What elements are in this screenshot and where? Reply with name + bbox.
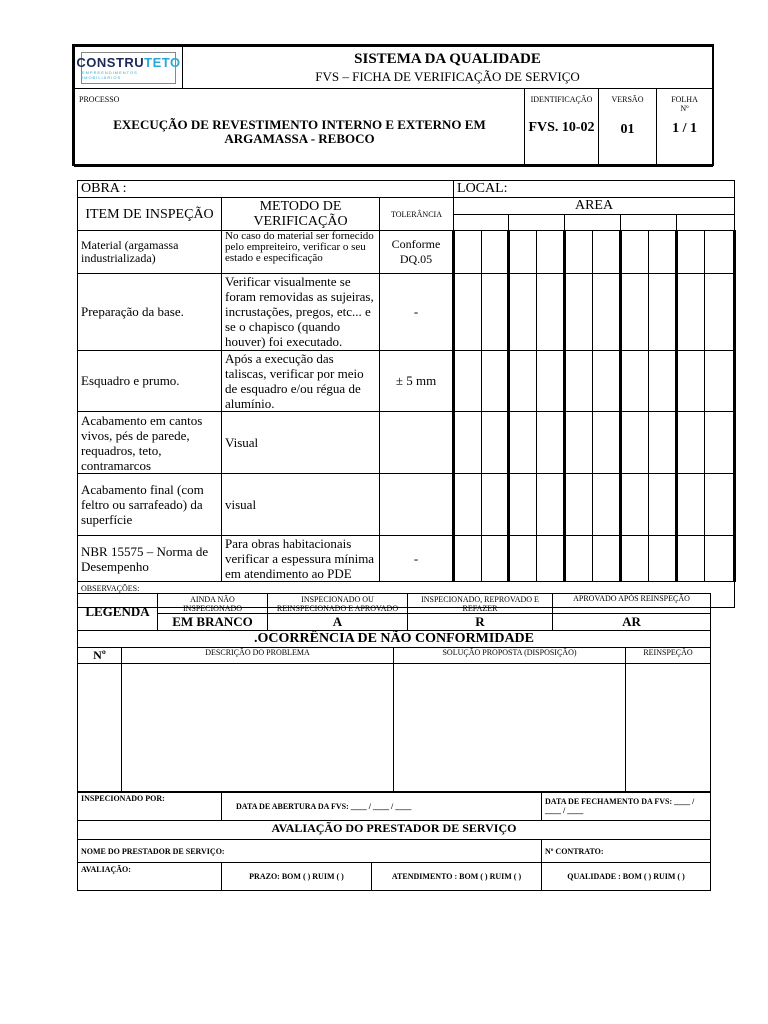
identificacao-value: FVS. 10-02 <box>528 120 595 135</box>
table-row: Esquadro e prumo. Após a execução das taliscas, verificar por meio de esquadro e/ou régua de alumínio. ± 5 mm <box>78 351 735 412</box>
nc-n-cell[interactable] <box>78 664 122 793</box>
observacoes-field[interactable]: OBSERVAÇÕES: <box>78 582 735 608</box>
nc-title: .OCORRÊNCIA DE NÃO CONFORMIDADE <box>78 631 711 648</box>
versao-value: 01 <box>620 122 635 137</box>
obra-field[interactable]: OBRA : <box>78 181 454 198</box>
nc-col-reinsp: REINSPEÇÃO <box>626 648 711 664</box>
col-area-header: AREA <box>454 198 735 215</box>
legend-code: AR <box>553 614 711 631</box>
inspecionado-por[interactable]: INSPECIONADO POR: <box>78 792 222 821</box>
footer-table <box>77 791 711 891</box>
nome-prestador[interactable]: NOME DO PRESTADOR DE SERVIÇO: <box>78 840 542 863</box>
atendimento-rating[interactable]: ATENDIMENTO : BOM ( ) RUIM ( ) <box>372 863 542 891</box>
data-abertura[interactable]: DATA DE ABERTURA DA FVS: ____ / ____ / ____ <box>222 792 542 821</box>
qualidade-rating[interactable]: QUALIDADE : BOM ( ) RUIM ( ) <box>542 863 711 891</box>
versao-label: VERSÃO <box>611 95 644 104</box>
legend-label: LEGENDA <box>78 594 158 631</box>
col-item-header: ITEM DE INSPEÇÃO <box>78 198 222 231</box>
form-header: CONSTRUTETO EMPREENDIMENTOS IMOBILIÁRIOS SISTEMA DA QUALIDADE FVS – FICHA DE VERIFICAÇÃO DE SERVIÇO PROCESSO EXECUÇÃO DE REVESTIMENTO INTERNO E EXTERNO EM ARGAMASSA - REBOCO IDENTIFICAÇÃO FVS. 10-02 VERSÃO 01 FOLHA Nº 1 / 1 <box>72 44 714 166</box>
folha-label: FOLHA <box>671 95 698 104</box>
company-logo: CONSTRUTETO EMPREENDIMENTOS IMOBILIÁRIOS <box>81 52 176 84</box>
prazo-rating[interactable]: PRAZO: BOM ( ) RUIM ( ) <box>222 863 372 891</box>
process-title: EXECUÇÃO DE REVESTIMENTO INTERNO E EXTERNO EM ARGAMASSA - REBOCO <box>113 117 486 146</box>
col-metodo-header: METODO DE VERIFICAÇÃO <box>222 198 380 231</box>
table-row: Preparação da base. Verificar visualmente se foram removidas as sujeiras, incrustações, pregos, etc... e se o chapisco (quando houver) foi executado. - <box>78 274 735 351</box>
table-row: Acabamento final (com feltro ou sarrafeado) da superfície visual <box>78 474 735 536</box>
data-fechamento[interactable]: DATA DE FECHAMENTO DA FVS: ____ / ____ / ____ <box>542 792 711 821</box>
table-row: Acabamento em cantos vivos, pés de parede, requadros, teto, contramarcos Visual <box>78 412 735 474</box>
local-field[interactable]: LOCAL: <box>454 181 735 198</box>
nonconformity-table <box>77 630 711 793</box>
col-tolerancia-header: TOLERÂNCIA <box>380 198 454 231</box>
avaliacao-title: AVALIAÇÃO DO PRESTADOR DE SERVIÇO <box>78 821 711 840</box>
legend-code: EM BRANCO <box>158 614 268 631</box>
nc-sol-cell[interactable] <box>394 664 626 793</box>
legend-code: R <box>408 614 553 631</box>
inspection-table <box>77 180 736 608</box>
nc-col-desc: DESCRIÇÃO DO PROBLEMA <box>122 648 394 664</box>
legend-code: A <box>268 614 408 631</box>
table-row: NBR 15575 – Norma de Desempenho Para obras habitacionais verificar a espessura mínima em atendimento ao PDE - <box>78 536 735 582</box>
nc-desc-cell[interactable] <box>122 664 394 793</box>
table-row: Material (argamassa industrializada) No caso do material ser fornecido pelo empreiteiro, verificar o seu estado e especificação Conforme DQ.05 <box>78 231 735 274</box>
n-contrato[interactable]: Nº CONTRATO: <box>542 840 711 863</box>
system-title: SISTEMA DA QUALIDADE <box>354 50 541 67</box>
nc-col-sol: SOLUÇÃO PROPOSTA (DISPOSIÇÃO) <box>394 648 626 664</box>
identificacao-label: IDENTIFICAÇÃO <box>530 95 593 104</box>
folha-value: 1 / 1 <box>672 121 697 136</box>
avaliacao-label: AVALIAÇÃO: <box>78 863 222 891</box>
logo-cell <box>75 47 183 89</box>
nc-reinsp-cell[interactable] <box>626 664 711 793</box>
legend-table: LEGENDA AINDA NÃO INSPECIONADO INSPECIONADO OU REINSPECIONADO E APROVADO INSPECIONADO, REPROVADO E REFAZER APROVADO APÓS REINSPEÇÃO EM BRANCO A R AR <box>77 593 711 631</box>
form-title: FVS – FICHA DE VERIFICAÇÃO DE SERVIÇO <box>315 68 580 84</box>
nc-col-n: Nº <box>78 648 122 664</box>
processo-label: PROCESSO <box>79 95 120 104</box>
